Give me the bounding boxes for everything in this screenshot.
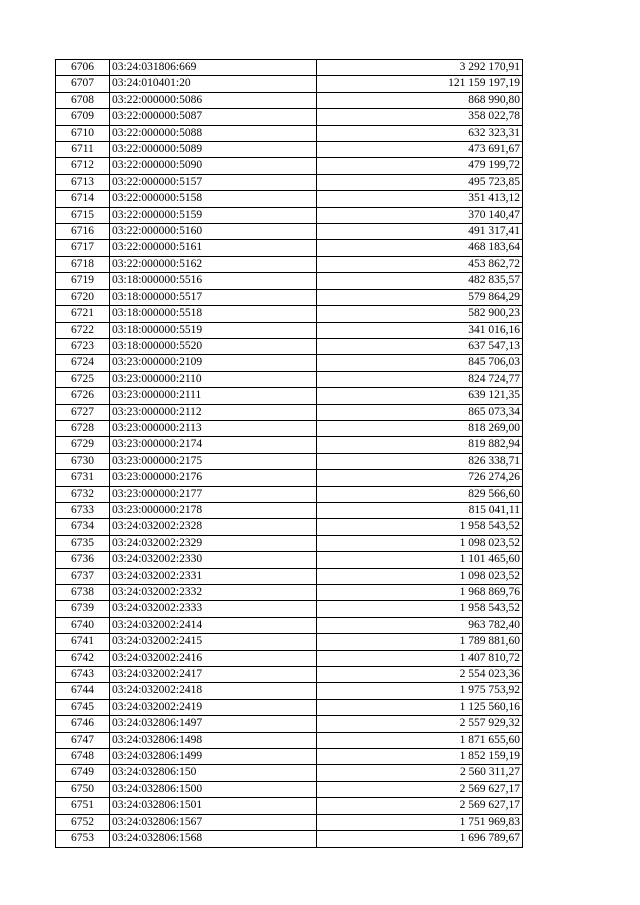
cadastral-number-cell: 03:24:032806:1500 bbox=[110, 781, 317, 797]
cadastral-number-cell: 03:22:000000:5089 bbox=[110, 142, 317, 158]
row-number-cell: 6714 bbox=[56, 191, 110, 207]
row-number-cell: 6717 bbox=[56, 240, 110, 256]
cadastral-value-cell: 639 121,35 bbox=[317, 388, 523, 404]
cadastral-number-cell: 03:22:000000:5090 bbox=[110, 158, 317, 174]
row-number-cell: 6739 bbox=[56, 601, 110, 617]
table-row bbox=[56, 699, 523, 715]
cadastral-number-cell: 03:23:000000:2109 bbox=[110, 355, 317, 371]
table-row bbox=[56, 371, 523, 387]
row-number-cell: 6730 bbox=[56, 453, 110, 469]
row-number-cell: 6709 bbox=[56, 109, 110, 125]
row-number-cell: 6740 bbox=[56, 617, 110, 633]
row-number-cell: 6722 bbox=[56, 322, 110, 338]
cadastral-number-cell: 03:24:032002:2415 bbox=[110, 634, 317, 650]
cadastral-number-cell: 03:23:000000:2175 bbox=[110, 453, 317, 469]
cadastral-value-cell: 868 990,80 bbox=[317, 92, 523, 108]
table-row bbox=[56, 76, 523, 92]
cadastral-number-cell: 03:18:000000:5520 bbox=[110, 338, 317, 354]
table-row bbox=[56, 453, 523, 469]
cadastral-value-cell: 479 199,72 bbox=[317, 158, 523, 174]
cadastral-value-cell: 818 269,00 bbox=[317, 420, 523, 436]
cadastral-value-cell: 1 852 159,19 bbox=[317, 749, 523, 765]
cadastral-value-cell: 495 723,85 bbox=[317, 174, 523, 190]
cadastral-number-cell: 03:24:032002:2419 bbox=[110, 699, 317, 715]
cadastral-number-cell: 03:24:032002:2328 bbox=[110, 519, 317, 535]
table-row bbox=[56, 158, 523, 174]
cadastral-value-cell: 1 098 023,52 bbox=[317, 568, 523, 584]
table-row bbox=[56, 470, 523, 486]
cadastral-value-cell: 1 696 789,67 bbox=[317, 831, 523, 847]
table-row bbox=[56, 240, 523, 256]
row-number-cell: 6707 bbox=[56, 76, 110, 92]
table-row bbox=[56, 60, 523, 76]
table-row bbox=[56, 814, 523, 830]
cadastral-value-cell: 1 871 655,60 bbox=[317, 732, 523, 748]
cadastral-number-cell: 03:22:000000:5161 bbox=[110, 240, 317, 256]
row-number-cell: 6723 bbox=[56, 338, 110, 354]
table-row bbox=[56, 781, 523, 797]
cadastral-value-cell: 579 864,29 bbox=[317, 289, 523, 305]
cadastral-value-cell: 963 782,40 bbox=[317, 617, 523, 633]
table-row bbox=[56, 650, 523, 666]
cadastral-number-cell: 03:23:000000:2111 bbox=[110, 388, 317, 404]
row-number-cell: 6742 bbox=[56, 650, 110, 666]
row-number-cell: 6751 bbox=[56, 798, 110, 814]
cadastral-number-cell: 03:22:000000:5158 bbox=[110, 191, 317, 207]
table-row bbox=[56, 256, 523, 272]
table-row bbox=[56, 92, 523, 108]
row-number-cell: 6719 bbox=[56, 273, 110, 289]
row-number-cell: 6724 bbox=[56, 355, 110, 371]
cadastral-value-cell: 1 098 023,52 bbox=[317, 535, 523, 551]
row-number-cell: 6747 bbox=[56, 732, 110, 748]
table-row bbox=[56, 289, 523, 305]
cadastral-value-cell: 2 569 627,17 bbox=[317, 798, 523, 814]
table-row bbox=[56, 142, 523, 158]
cadastral-value-cell: 341 016,16 bbox=[317, 322, 523, 338]
row-number-cell: 6721 bbox=[56, 306, 110, 322]
cadastral-number-cell: 03:22:000000:5159 bbox=[110, 207, 317, 223]
cadastral-number-cell: 03:22:000000:5160 bbox=[110, 224, 317, 240]
cadastral-number-cell: 03:24:032002:2330 bbox=[110, 552, 317, 568]
cadastral-value-cell: 370 140,47 bbox=[317, 207, 523, 223]
cadastral-value-cell: 632 323,31 bbox=[317, 125, 523, 141]
cadastral-value-cell: 2 557 929,32 bbox=[317, 716, 523, 732]
row-number-cell: 6743 bbox=[56, 667, 110, 683]
cadastral-number-cell: 03:18:000000:5518 bbox=[110, 306, 317, 322]
cadastral-value-cell: 1 125 560,16 bbox=[317, 699, 523, 715]
cadastral-number-cell: 03:24:032002:2333 bbox=[110, 601, 317, 617]
table-row bbox=[56, 568, 523, 584]
cadastral-value-cell: 865 073,34 bbox=[317, 404, 523, 420]
table-row bbox=[56, 502, 523, 518]
table-row bbox=[56, 224, 523, 240]
row-number-cell: 6748 bbox=[56, 749, 110, 765]
cadastral-value-cell: 582 900,23 bbox=[317, 306, 523, 322]
cadastral-value-cell: 1 958 543,52 bbox=[317, 519, 523, 535]
row-number-cell: 6744 bbox=[56, 683, 110, 699]
cadastral-value-cell: 1 968 869,76 bbox=[317, 585, 523, 601]
cadastral-value-cell: 3 292 170,91 bbox=[317, 60, 523, 76]
table-row bbox=[56, 207, 523, 223]
row-number-cell: 6726 bbox=[56, 388, 110, 404]
cadastral-value-cell: 637 547,13 bbox=[317, 338, 523, 354]
row-number-cell: 6708 bbox=[56, 92, 110, 108]
cadastral-value-cell: 468 183,64 bbox=[317, 240, 523, 256]
table-row bbox=[56, 634, 523, 650]
cadastral-number-cell: 03:23:000000:2176 bbox=[110, 470, 317, 486]
table-row bbox=[56, 109, 523, 125]
table-row bbox=[56, 519, 523, 535]
table-row bbox=[56, 732, 523, 748]
table-row bbox=[56, 552, 523, 568]
cadastral-number-cell: 03:24:032806:1498 bbox=[110, 732, 317, 748]
row-number-cell: 6713 bbox=[56, 174, 110, 190]
cadastral-number-cell: 03:22:000000:5087 bbox=[110, 109, 317, 125]
table-row bbox=[56, 191, 523, 207]
row-number-cell: 6736 bbox=[56, 552, 110, 568]
cadastral-value-cell: 824 724,77 bbox=[317, 371, 523, 387]
table-row bbox=[56, 749, 523, 765]
row-number-cell: 6706 bbox=[56, 60, 110, 76]
cadastral-value-cell: 1 789 881,60 bbox=[317, 634, 523, 650]
row-number-cell: 6731 bbox=[56, 470, 110, 486]
cadastral-number-cell: 03:24:032002:2417 bbox=[110, 667, 317, 683]
table-row bbox=[56, 535, 523, 551]
row-number-cell: 6716 bbox=[56, 224, 110, 240]
row-number-cell: 6733 bbox=[56, 502, 110, 518]
row-number-cell: 6737 bbox=[56, 568, 110, 584]
cadastral-number-cell: 03:24:032002:2418 bbox=[110, 683, 317, 699]
row-number-cell: 6729 bbox=[56, 437, 110, 453]
row-number-cell: 6720 bbox=[56, 289, 110, 305]
cadastral-number-cell: 03:24:032002:2329 bbox=[110, 535, 317, 551]
cadastral-value-cell: 845 706,03 bbox=[317, 355, 523, 371]
cadastral-number-cell: 03:18:000000:5517 bbox=[110, 289, 317, 305]
cadastral-value-cell: 726 274,26 bbox=[317, 470, 523, 486]
row-number-cell: 6752 bbox=[56, 814, 110, 830]
row-number-cell: 6735 bbox=[56, 535, 110, 551]
cadastral-number-cell: 03:23:000000:2113 bbox=[110, 420, 317, 436]
table-row bbox=[56, 617, 523, 633]
row-number-cell: 6746 bbox=[56, 716, 110, 732]
row-number-cell: 6749 bbox=[56, 765, 110, 781]
row-number-cell: 6732 bbox=[56, 486, 110, 502]
cadastral-value-cell: 482 835,57 bbox=[317, 273, 523, 289]
cadastral-value-cell: 2 554 023,36 bbox=[317, 667, 523, 683]
table-row bbox=[56, 174, 523, 190]
row-number-cell: 6741 bbox=[56, 634, 110, 650]
cadastral-value-cell: 1 101 465,60 bbox=[317, 552, 523, 568]
cadastral-value-table bbox=[55, 59, 523, 848]
cadastral-number-cell: 03:24:032002:2331 bbox=[110, 568, 317, 584]
table-row bbox=[56, 437, 523, 453]
table-row bbox=[56, 601, 523, 617]
cadastral-number-cell: 03:18:000000:5519 bbox=[110, 322, 317, 338]
table-row bbox=[56, 404, 523, 420]
table-row bbox=[56, 273, 523, 289]
table-row bbox=[56, 306, 523, 322]
cadastral-number-cell: 03:22:000000:5162 bbox=[110, 256, 317, 272]
row-number-cell: 6728 bbox=[56, 420, 110, 436]
table-row bbox=[56, 716, 523, 732]
cadastral-value-cell: 2 569 627,17 bbox=[317, 781, 523, 797]
row-number-cell: 6718 bbox=[56, 256, 110, 272]
table-row bbox=[56, 125, 523, 141]
row-number-cell: 6712 bbox=[56, 158, 110, 174]
table-row bbox=[56, 585, 523, 601]
cadastral-number-cell: 03:24:032806:1499 bbox=[110, 749, 317, 765]
cadastral-number-cell: 03:24:032806:1501 bbox=[110, 798, 317, 814]
cadastral-value-cell: 1 958 543,52 bbox=[317, 601, 523, 617]
table-row bbox=[56, 683, 523, 699]
table-body bbox=[56, 60, 523, 848]
cadastral-number-cell: 03:22:000000:5088 bbox=[110, 125, 317, 141]
cadastral-number-cell: 03:24:032002:2332 bbox=[110, 585, 317, 601]
cadastral-value-cell: 453 862,72 bbox=[317, 256, 523, 272]
cadastral-number-cell: 03:24:032002:2416 bbox=[110, 650, 317, 666]
table-row bbox=[56, 831, 523, 847]
cadastral-value-cell: 826 338,71 bbox=[317, 453, 523, 469]
cadastral-number-cell: 03:24:032806:1568 bbox=[110, 831, 317, 847]
cadastral-number-cell: 03:23:000000:2174 bbox=[110, 437, 317, 453]
cadastral-value-cell: 358 022,78 bbox=[317, 109, 523, 125]
row-number-cell: 6727 bbox=[56, 404, 110, 420]
cadastral-value-cell: 1 407 810,72 bbox=[317, 650, 523, 666]
cadastral-number-cell: 03:24:031806:669 bbox=[110, 60, 317, 76]
row-number-cell: 6715 bbox=[56, 207, 110, 223]
cadastral-number-cell: 03:18:000000:5516 bbox=[110, 273, 317, 289]
cadastral-number-cell: 03:23:000000:2110 bbox=[110, 371, 317, 387]
cadastral-number-cell: 03:22:000000:5086 bbox=[110, 92, 317, 108]
row-number-cell: 6738 bbox=[56, 585, 110, 601]
cadastral-number-cell: 03:24:010401:20 bbox=[110, 76, 317, 92]
table-row bbox=[56, 355, 523, 371]
row-number-cell: 6750 bbox=[56, 781, 110, 797]
table-row bbox=[56, 322, 523, 338]
row-number-cell: 6745 bbox=[56, 699, 110, 715]
cadastral-value-cell: 491 317,41 bbox=[317, 224, 523, 240]
cadastral-value-cell: 815 041,11 bbox=[317, 502, 523, 518]
cadastral-value-cell: 2 560 311,27 bbox=[317, 765, 523, 781]
cadastral-number-cell: 03:23:000000:2177 bbox=[110, 486, 317, 502]
cadastral-number-cell: 03:22:000000:5157 bbox=[110, 174, 317, 190]
row-number-cell: 6753 bbox=[56, 831, 110, 847]
table-row bbox=[56, 798, 523, 814]
cadastral-number-cell: 03:24:032002:2414 bbox=[110, 617, 317, 633]
cadastral-number-cell: 03:23:000000:2178 bbox=[110, 502, 317, 518]
cadastral-value-cell: 1 975 753,92 bbox=[317, 683, 523, 699]
cadastral-number-cell: 03:24:032806:1497 bbox=[110, 716, 317, 732]
row-number-cell: 6734 bbox=[56, 519, 110, 535]
table-row bbox=[56, 486, 523, 502]
cadastral-value-cell: 819 882,94 bbox=[317, 437, 523, 453]
row-number-cell: 6725 bbox=[56, 371, 110, 387]
table-row bbox=[56, 338, 523, 354]
table-row bbox=[56, 388, 523, 404]
cadastral-value-cell: 351 413,12 bbox=[317, 191, 523, 207]
table-row bbox=[56, 420, 523, 436]
cadastral-number-cell: 03:23:000000:2112 bbox=[110, 404, 317, 420]
cadastral-number-cell: 03:24:032806:1567 bbox=[110, 814, 317, 830]
row-number-cell: 6710 bbox=[56, 125, 110, 141]
cadastral-value-cell: 121 159 197,19 bbox=[317, 76, 523, 92]
cadastral-value-cell: 1 751 969,83 bbox=[317, 814, 523, 830]
cadastral-value-cell: 473 691,67 bbox=[317, 142, 523, 158]
cadastral-number-cell: 03:24:032806:150 bbox=[110, 765, 317, 781]
table-row bbox=[56, 667, 523, 683]
cadastral-value-cell: 829 566,60 bbox=[317, 486, 523, 502]
row-number-cell: 6711 bbox=[56, 142, 110, 158]
table-row bbox=[56, 765, 523, 781]
